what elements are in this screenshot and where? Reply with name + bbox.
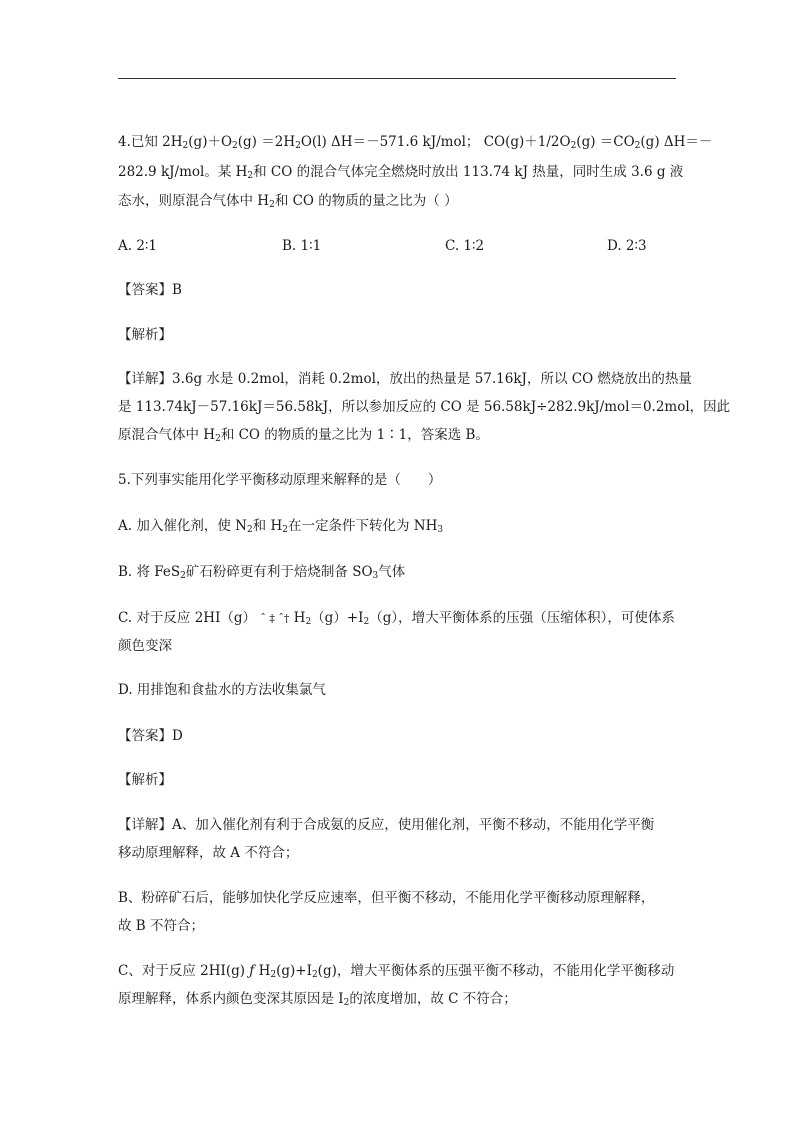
q5-option-a: A. 加入催化剂，使 $N_2$和 $H_2$在一定条件下转化为 $NH_3$ <box>118 518 444 535</box>
q5-detail-a-line-2: 移动原理解释，故 A 不符合； <box>118 845 299 861</box>
q4-stem-line-2: 282.9 kJ/mol。某 $H_2$和 CO 的混合气体完全燃烧时放出 113.74 kJ 热量，同时生成 3.6 g 液 <box>118 164 684 181</box>
q4-option-d: D. 2∶3 <box>607 238 647 254</box>
q4-answer: 【答案】B <box>118 282 182 298</box>
q5-detail-a-line-1: 【详解】A、加入催化剂有利于合成氨的反应，使用催化剂，平衡不移动，不能用化学平衡 <box>118 817 655 833</box>
q5-stem: 5.下列事实能用化学平衡移动原理来解释的是（ ） <box>118 472 442 488</box>
q5-option-c-line-2: 颜色变深 <box>118 638 172 654</box>
q4-detail-line-3: 原混合气体中 $H_2$和 CO 的物质的量之比为 1∶1，答案选 B。 <box>118 427 489 444</box>
q5-option-c-line-1: C. 对于反应 2HI（g） ˆ ‡ ˆ† $H_2(g)+I_2(g)$，增大平衡体系的压强（压缩体积），可使体系 <box>118 610 675 627</box>
equilibrium-symbol-icon: ƒ <box>249 963 255 979</box>
q4-stem-line-1: 4.已知 $2H_2(g)+O_2(g) =2H_2O(l)$ ΔH＝－571.6 kJ/mol； $CO(g)+1/2O_2(g) =CO_2(g)$ ΔH＝－ <box>118 134 713 151</box>
header-rule <box>118 78 676 79</box>
q4-detail-line-2: 是 113.74kJ－57.16kJ＝56.58kJ，所以参加反应的 CO 是 56.58kJ÷282.9kJ/mol＝0.2mol，因此 <box>118 399 731 415</box>
q5-detail-b-line-2: 故 B 不符合； <box>118 918 205 934</box>
q4-detail-line-1: 【详解】3.6g 水是 0.2mol，消耗 0.2mol，放出的热量是 57.16kJ，所以 CO 燃烧放出的热量 <box>118 371 692 387</box>
q4-options <box>118 236 676 256</box>
q4-stem-line-3: 态水，则原混合气体中 $H_2$和 CO 的物质的量之比为（ ） <box>118 193 458 210</box>
q5-detail-c-line-1: C、对于反应 2HI(g) ƒ $H_2(g)+I_2(g)$，增大平衡体系的压强平衡不移动，不能用化学平衡移动 <box>118 963 675 980</box>
q5-detail-b-line-1: B、粉碎矿石后，能够加快化学反应速率，但平衡不移动，不能用化学平衡移动原理解释， <box>118 890 655 906</box>
equilibrium-arrow-icon: ˆ ‡ ˆ† <box>260 612 290 625</box>
q4-analysis-heading: 【解析】 <box>118 327 172 343</box>
q5-option-d: D. 用排饱和食盐水的方法收集氯气 <box>118 682 326 698</box>
q5-detail-c-line-2: 原理解释，体系内颜色变深其原因是 $I_2$的浓度增加，故 C 不符合； <box>118 991 517 1008</box>
q5-analysis-heading: 【解析】 <box>118 772 172 788</box>
q4-option-c: C. 1∶2 <box>445 238 485 254</box>
q5-answer: 【答案】D <box>118 728 183 744</box>
q4-option-a: A. 2∶1 <box>118 238 158 254</box>
q4-option-b: B. 1∶1 <box>282 238 322 254</box>
q5-option-b: B. 将 FeS$_2$矿石粉碎更有利于焙烧制备 $SO_3$气体 <box>118 564 406 581</box>
